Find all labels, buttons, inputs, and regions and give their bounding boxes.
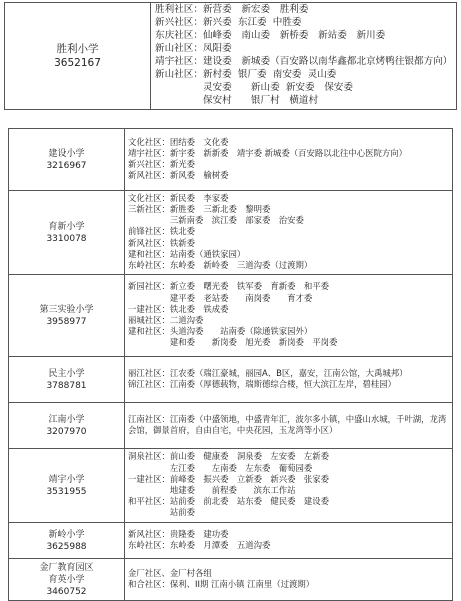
community-line: 江南社区：江南委（中盛领地，中盛青年汇，波尔多小镇，中盛山水城，千叶湖，龙湾会馆，御景首府，自由自宅，中央花园，玉龙湾等小区） — [128, 413, 447, 435]
school-name: 育新小学 — [48, 221, 85, 232]
school-name: 第三实验小学 — [39, 304, 94, 315]
school-cell — [9, 129, 125, 191]
community-line: 和平社区：站前委 前北委 站东委 健民委 建设委 — [128, 496, 329, 507]
school-cell — [9, 449, 125, 523]
school-cell — [9, 275, 125, 357]
table-row — [9, 559, 453, 601]
community-line: 靖宇社区：建设委 新城委（百安路以南华鑫都北京烤鸭往银都方向） — [155, 56, 453, 67]
school-district-table-top — [4, 2, 457, 110]
table-row — [9, 523, 453, 559]
community-line: 站前委 — [128, 507, 195, 518]
community-line: 和合社区：保利、II期 江南小镇 江南里（过渡期） — [128, 579, 315, 589]
community-line: 新兴社区：新兴委 东江委 中胜委 — [155, 17, 302, 28]
community-list-cell — [125, 449, 453, 523]
community-line: 前锋社区：铁北委 — [128, 226, 195, 237]
community-line: 建和委 新岗委 旭光委 新岗委 平岗委 — [128, 337, 338, 348]
community-line: 新山社区：凤阳委 — [155, 43, 232, 54]
community-list-cell — [151, 3, 457, 110]
community-line: 锦江社区：江南委（厚德载物，瑞斯德综合楼，恒大滨江左岸，碧桂园） — [128, 379, 396, 389]
community-line: 洞泉社区：前山委 健康委 洞泉委 左安委 左新委 — [128, 451, 329, 462]
community-line: 新园社区：新立委 曙光委 铁军委 育新委 和平委 — [128, 281, 329, 292]
community-line: 文化社区：新民委 李家委 — [128, 192, 229, 203]
table-row — [9, 129, 453, 191]
school-name: 靖宇小学 — [48, 474, 85, 485]
school-name: 民主小学 — [48, 368, 85, 379]
school-phone: 3652167 — [54, 57, 101, 69]
community-line: 三新南委 滨江委 部家委 治安委 — [128, 215, 304, 226]
community-list-cell — [125, 403, 453, 449]
community-list-cell — [125, 357, 453, 403]
school-phone: 3460752 — [46, 586, 87, 597]
school-cell — [9, 523, 125, 559]
community-line: 东庆社区：仙峰委 南山委 新桥委 新站委 新川委 — [155, 30, 386, 41]
school-phone: 3625988 — [46, 541, 87, 552]
community-line: 东岭社区：东岭委 新岭委 三道沟委（过渡期） — [128, 260, 313, 270]
school-phone: 3788781 — [46, 380, 87, 391]
community-line: 新风社区：铁新委 — [128, 237, 195, 248]
school-name: 新岭小学 — [48, 529, 85, 540]
community-line: 靖宇社区：新宇委 新新委 靖宇委 新城委（百安路以北往中心医院方向） — [128, 147, 408, 158]
school-phone: 3216967 — [46, 160, 87, 171]
community-line: 新风社区：贵隆委 建功委 — [128, 528, 229, 539]
school-cell — [9, 559, 125, 601]
community-line: 金厂社区、金厂村各组 — [128, 567, 212, 578]
community-line: 建和社区：站南委（通铁家园） — [128, 248, 246, 259]
school-cell — [9, 357, 125, 403]
community-line: 地建委 前程委 滨东工作站 — [128, 485, 296, 495]
table-row — [9, 449, 453, 523]
table-row — [9, 403, 453, 449]
community-line: 新风社区：新风委 榆树委 — [128, 170, 229, 181]
community-list-cell — [125, 559, 453, 601]
community-line: 一建社区：铁北委 铁成委 — [128, 303, 229, 314]
community-line: 胜利社区：新营委 新宏委 胜利委 — [155, 4, 309, 15]
community-line: 新兴社区：新光委 — [128, 159, 195, 169]
school-name: 金厂教育园区 育英小学 — [39, 562, 94, 585]
school-district-table-bottom — [8, 128, 453, 601]
table-row — [9, 275, 453, 357]
table-row — [5, 3, 457, 110]
school-phone: 3958977 — [46, 316, 87, 327]
table-row — [9, 191, 453, 275]
community-line: 新山社区：新村委 银厂委 南安委 灵山委 — [155, 69, 337, 80]
community-line: 丽江社区：江农委（瑞江豪城，丽园A、B区，嘉安，江南公馆，大禹城邦） — [128, 367, 408, 378]
school-phone: 3310078 — [46, 233, 87, 244]
community-line: 东岭社区：东岭委 月潭委 五道沟委 — [128, 540, 271, 550]
community-line: 建和社区：头道沟委 站南委（除通铁家园外） — [128, 326, 313, 337]
school-name: 胜利小学 — [56, 43, 99, 55]
school-name: 江南小学 — [48, 414, 85, 425]
community-list-cell — [125, 129, 453, 191]
community-line: 灵安委 新山委 新安委 保安委 — [155, 82, 353, 93]
school-name: 建设小学 — [48, 148, 85, 159]
community-list-cell — [125, 523, 453, 559]
community-list-cell — [125, 191, 453, 275]
community-list-cell — [125, 275, 453, 357]
school-cell — [9, 191, 125, 275]
community-line: 建平委 老站委 南岗委 育才委 — [128, 292, 313, 303]
community-line: 三新社区：新胜委 三新北委 黎明委 — [128, 203, 271, 214]
community-line: 左江委 左南委 左东委 葡萄园委 — [128, 462, 313, 473]
community-line: 一建社区：前峰委 振兴委 立新委 新兴委 张家委 — [128, 473, 329, 484]
community-line: 文化社区：团结委 文化委 — [128, 136, 229, 147]
table-row — [9, 357, 453, 403]
school-cell — [5, 3, 151, 110]
school-phone: 3531955 — [46, 486, 87, 497]
school-cell — [9, 403, 125, 449]
community-line: 丽城社区：二道沟委 — [128, 315, 204, 325]
school-phone: 3207970 — [46, 426, 87, 437]
community-line: 保安村 银厂村 横道村 — [155, 95, 319, 106]
